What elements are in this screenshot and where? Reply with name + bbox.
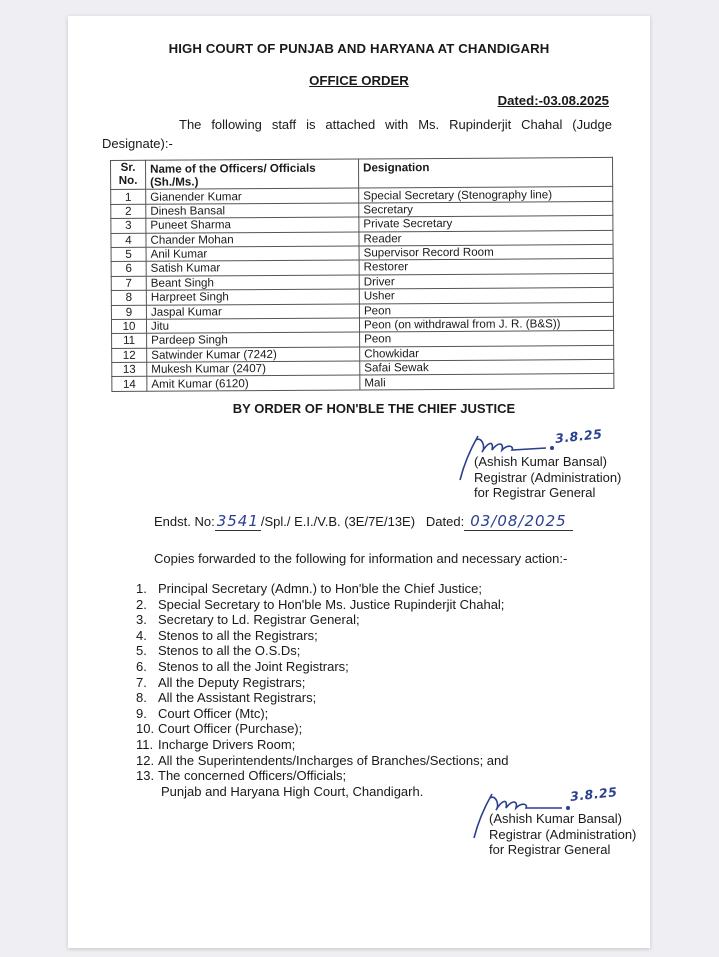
signatory-name: (Ashish Kumar Bansal) (474, 454, 607, 469)
list-item (136, 721, 509, 737)
list-item-text: All the Deputy Registrars; (158, 674, 306, 690)
endorsement-suffix: /Spl./ E.I./V.B. (3E/7E/13E) (260, 514, 416, 529)
list-item-number: 3. (136, 612, 147, 628)
cell-sr-no: 5 (111, 247, 146, 262)
list-item (136, 753, 509, 769)
cell-designation: Peon (on withdrawal from J. R. (B&S)) (359, 316, 613, 332)
cell-designation: Chowkidar (360, 345, 614, 361)
list-item (136, 690, 509, 706)
list-item (136, 643, 509, 659)
header-name-line2: (Sh./Ms.) (150, 175, 199, 189)
cell-designation: Secretary (359, 201, 613, 217)
cell-name: Puneet Sharma (146, 217, 359, 233)
cell-sr-no: 8 (111, 290, 146, 305)
signatory-name: (Ashish Kumar Bansal) (489, 811, 622, 826)
table-header-row (111, 157, 613, 189)
list-item-number: 8. (136, 690, 147, 706)
cell-sr-no: 4 (111, 233, 146, 248)
cell-designation: Peon (359, 302, 613, 318)
staff-table (110, 157, 614, 392)
list-item (136, 659, 509, 675)
signature-2-handwritten-date: 3.8.25 (569, 784, 619, 804)
list-item (136, 706, 509, 722)
list-item-number: 1. (136, 581, 147, 596)
distribution-list (136, 581, 509, 799)
list-item (136, 737, 509, 753)
list-item-text: Court Officer (Purchase); (158, 721, 303, 737)
list-item-number: 4. (136, 627, 147, 643)
list-item-text: All the Assistant Registrars; (158, 690, 317, 706)
order-date: Dated:-03.08.2025 (497, 93, 609, 108)
list-item (136, 768, 509, 784)
list-item-text: Principal Secretary (Admn.) to Hon'ble the Chief Justice; (158, 581, 483, 596)
endorsement-dated-label: Dated: (425, 514, 465, 529)
list-item-number: 2. (136, 596, 147, 612)
table-row (112, 374, 614, 391)
cell-designation: Supervisor Record Room (359, 244, 613, 260)
header-designation: Designation (358, 157, 612, 188)
list-item-number: 9. (136, 705, 147, 721)
cell-designation: Mali (360, 374, 614, 390)
signatory-for: for Registrar General (474, 485, 596, 500)
signature-block-2 (489, 811, 636, 858)
list-item-text: Court Officer (Mtc); (158, 705, 269, 721)
office-order-title: OFFICE ORDER (309, 73, 409, 88)
document-page (68, 16, 650, 948)
cell-designation: Driver (359, 273, 613, 289)
endorsement-prefix: Endst. No: (154, 514, 215, 529)
intro-line-2: Designate):- (102, 136, 173, 151)
cell-name: Beant Singh (146, 275, 359, 291)
cell-sr-no: 12 (112, 348, 147, 363)
list-item-text: Stenos to all the Joint Registrars; (158, 658, 349, 674)
list-item (136, 581, 509, 597)
cell-sr-no: 11 (112, 334, 147, 349)
header-name-line1: Name of the Officers/ Officials (150, 161, 316, 176)
list-item-number: 5. (136, 643, 147, 659)
intro-paragraph (102, 115, 612, 153)
cell-sr-no: 9 (111, 305, 146, 320)
endorsement-number: 3541 (216, 512, 259, 530)
list-item-text: Stenos to all the Registrars; (158, 627, 318, 643)
list-item-text: Special Secretary to Hon'ble Ms. Justice Rupinderjit Chahal; (158, 596, 505, 612)
signature-1-handwritten-date: 3.8.25 (554, 426, 604, 446)
cell-sr-no: 14 (112, 377, 147, 392)
cell-designation: Usher (359, 288, 613, 304)
copies-forwarded-intro: Copies forwarded to the following for information and necessary action:- (154, 551, 568, 566)
signature-block-1 (474, 454, 621, 501)
signatory-designation: Registrar (Administration) (489, 826, 637, 842)
cell-designation: Safai Sewak (360, 360, 614, 376)
list-item-text: The concerned Officers/Officials; (158, 768, 347, 784)
header-sr-no (111, 160, 146, 190)
cell-name: Dinesh Bansal (146, 203, 359, 219)
cell-name: Gianender Kumar (146, 188, 359, 204)
cell-designation: Reader (359, 230, 613, 246)
endorsement-date: 03/08/2025 (464, 512, 572, 531)
cell-name: Pardeep Singh (147, 332, 360, 348)
cell-sr-no: 6 (111, 262, 146, 277)
cell-name: Mukesh Kumar (2407) (147, 361, 360, 377)
cell-name: Satwinder Kumar (7242) (147, 347, 360, 363)
cell-name: Satish Kumar (146, 260, 359, 276)
cell-sr-no: 13 (112, 362, 147, 377)
list-item-text: Secretary to Ld. Registrar General; (158, 612, 360, 628)
list-item-text: All the Superintendents/Incharges of Branches/Sections; and (158, 752, 509, 768)
cell-sr-no: 1 (111, 190, 146, 205)
list-item-number: 7. (136, 674, 147, 690)
distribution-footer: Punjab and Haryana High Court, Chandigarh. (161, 783, 424, 799)
cell-designation: Special Secretary (Stenography line) (359, 187, 613, 203)
cell-name: Jaspal Kumar (146, 304, 359, 320)
cell-sr-no: 10 (111, 319, 146, 334)
header-sr-line2: No. (118, 174, 138, 188)
list-item-number: 11. (136, 736, 154, 752)
header-name (146, 159, 359, 190)
list-item-text: Incharge Drivers Room; (158, 736, 296, 752)
list-item (136, 675, 509, 691)
list-item-number: 12. (136, 752, 155, 768)
list-item-number: 13. (136, 768, 155, 784)
intro-line-1: The following staff is attached with Ms. Rupinderjit Chahal (Judge (179, 117, 612, 132)
list-item-number: 10. (136, 721, 155, 737)
cell-designation: Peon (360, 331, 614, 347)
list-item-number: 6. (136, 658, 147, 674)
cell-name: Jitu (146, 318, 359, 334)
court-title: HIGH COURT OF PUNJAB AND HARYANA AT CHANDIGARH (168, 41, 550, 56)
list-item (136, 597, 509, 613)
cell-sr-no: 7 (111, 276, 146, 291)
list-item (136, 612, 509, 628)
signatory-designation: Registrar (Administration) (474, 469, 622, 485)
cell-sr-no: 3 (111, 218, 146, 233)
cell-name: Anil Kumar (146, 246, 359, 262)
by-order-line: BY ORDER OF HON'BLE THE CHIEF JUSTICE (232, 401, 516, 416)
cell-designation: Restorer (359, 259, 613, 275)
cell-sr-no: 2 (111, 204, 146, 219)
header-sr-line1: Sr. (120, 160, 136, 174)
cell-name: Amit Kumar (6120) (147, 375, 360, 391)
list-item (136, 628, 509, 644)
cell-name: Chander Mohan (146, 232, 359, 248)
endorsement-line (154, 512, 573, 531)
list-item-text: Stenos to all the O.S.Ds; (158, 643, 301, 659)
signatory-for: for Registrar General (489, 842, 611, 857)
cell-name: Harpreet Singh (146, 289, 359, 305)
cell-designation: Private Secretary (359, 216, 613, 232)
